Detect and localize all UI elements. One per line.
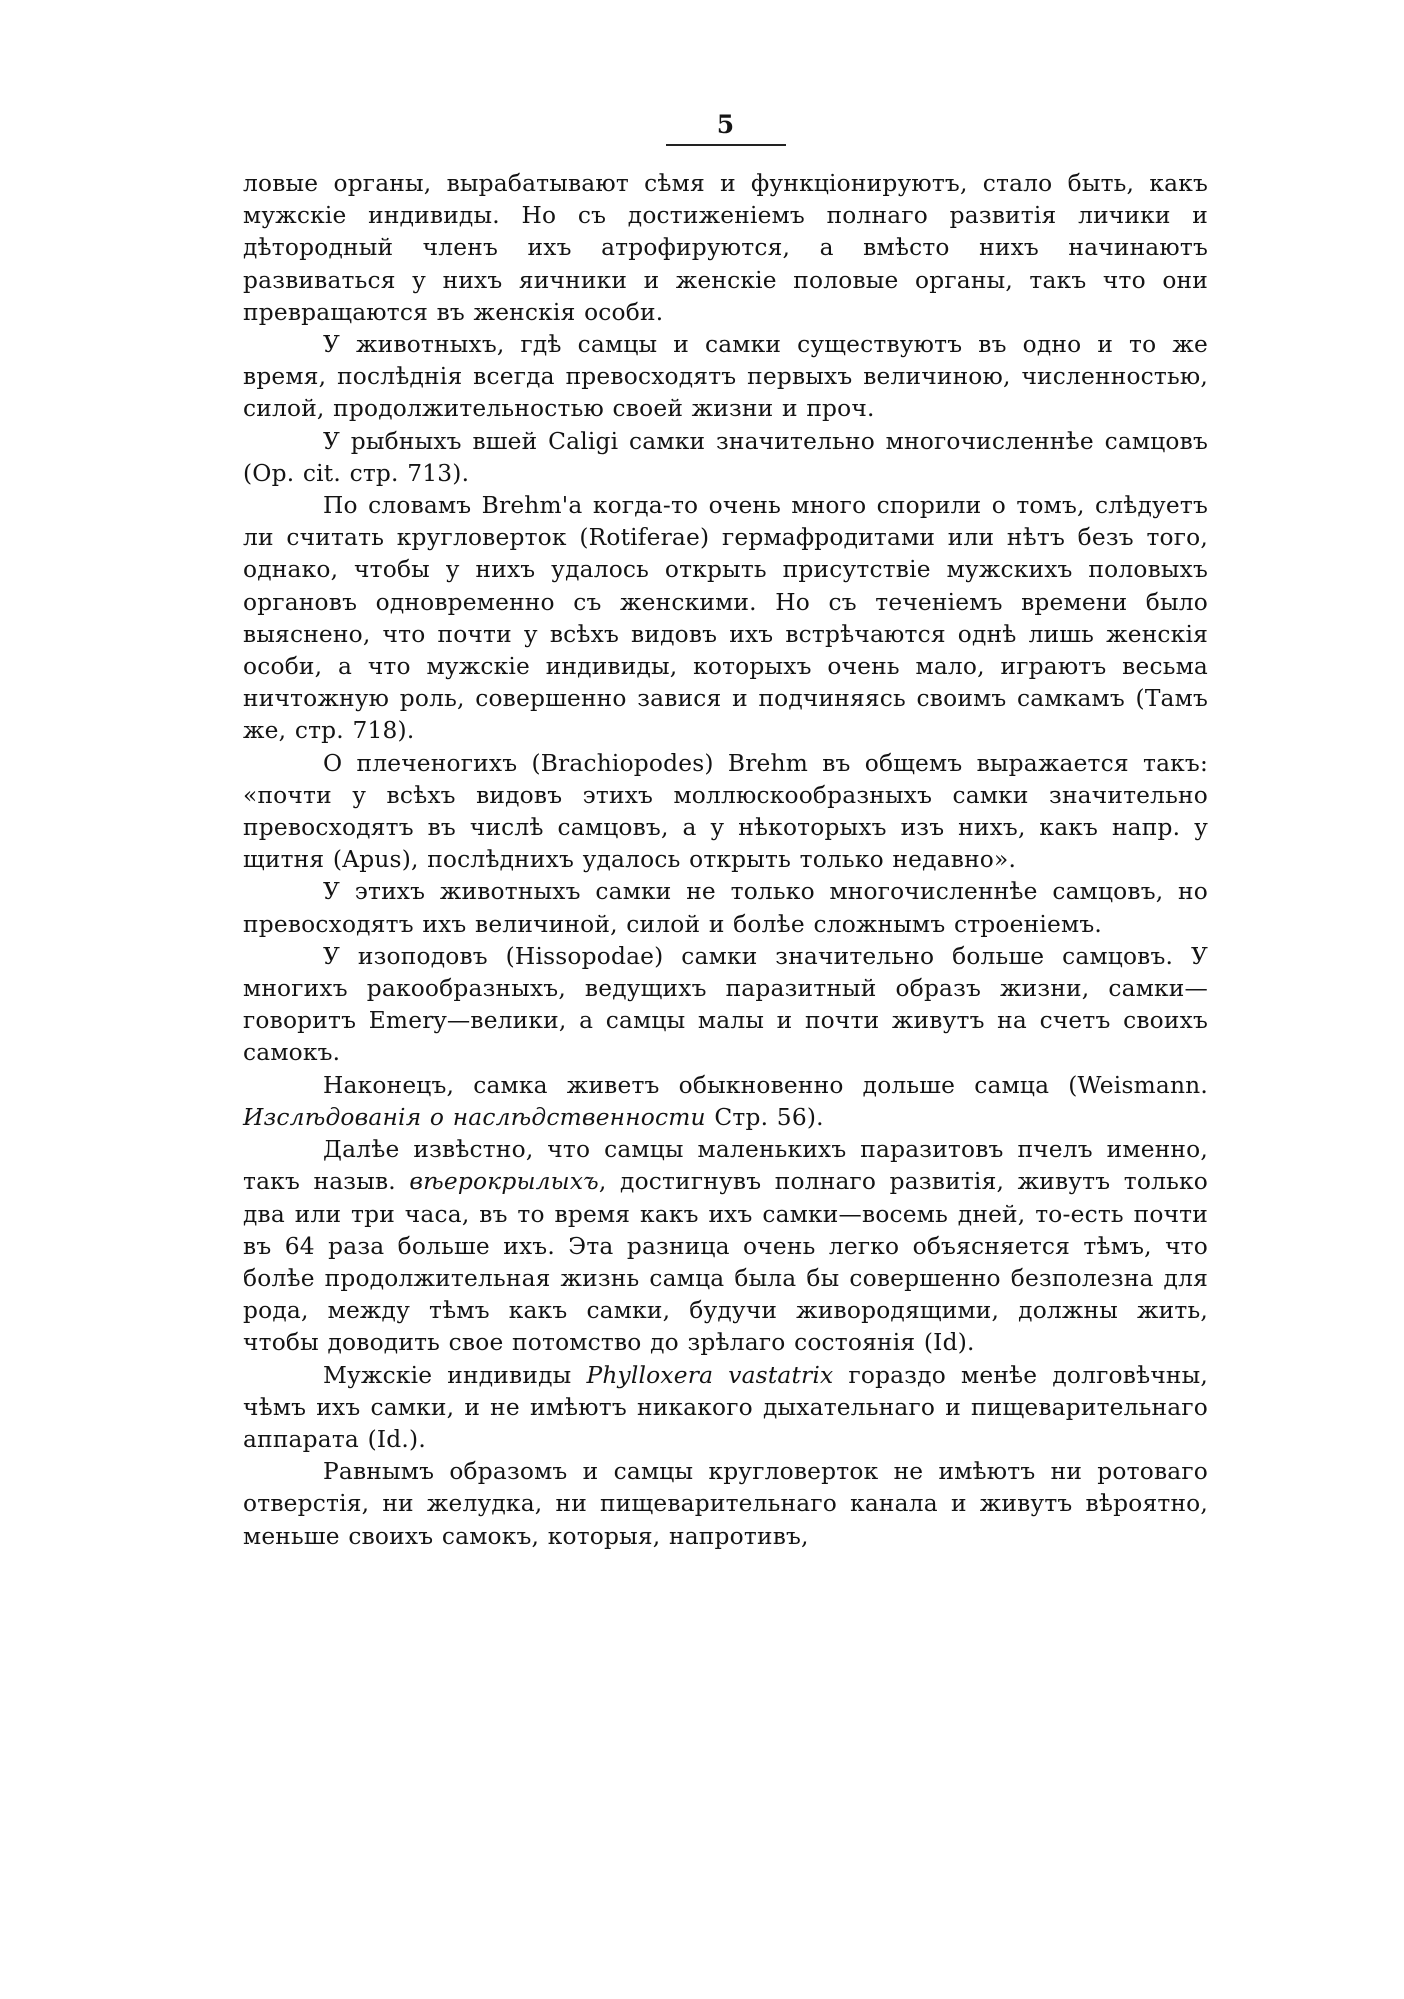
italic-species-name: Phylloxera vastatrix bbox=[586, 1361, 834, 1389]
paragraph: У этихъ животныхъ самки не только многочисленнѣе самцовъ, но превосходятъ ихъ величиной, силой и болѣе сложнымъ строеніемъ. bbox=[243, 878, 1208, 938]
paragraph: ловые органы, вырабатывают сѣмя и функціонируютъ, стало быть, какъ мужскіе индивиды. Но съ достиженіемъ полнаго развитія личики и дѣторoдный членъ ихъ атрофируются, а вмѣсто нихъ начинаютъ развиваться у нихъ яичники и женскіе половые органы, такъ что они превращаются въ женскія особи. bbox=[243, 170, 1208, 326]
paragraph: У изоподовъ (Hissopodae) самки значительно больше самцовъ. У многихъ ракообразныхъ, ведущихъ паразитный образъ жизни, самки—говоритъ Emery—велики, а самцы малы и почти живутъ на счетъ своихъ самокъ. bbox=[243, 942, 1208, 1067]
page-number: 5 bbox=[716, 110, 735, 139]
paragraph-text: , достигнувъ полнаго развитія, живутъ только два или три часа, въ то время какъ ихъ самки—восемь дней, то-есть почти въ 64 раза больше ихъ. Эта разница очень легко объясняется тѣмъ, что болѣе продолжительная жизнь самца была бы совершенно безполезна для рода, между тѣмъ какъ самки, будучи живородящими, должны жить, чтобы доводить свое потомство до зрѣлаго состоянія (Id). bbox=[243, 1168, 1208, 1357]
paragraph-text: гораздо менѣе долговѣчны, чѣмъ ихъ самки, и не имѣютъ никакого дыхательнаго и пищеварительнаго аппарата (Id.). bbox=[243, 1361, 1208, 1453]
paragraph-text: Наконецъ, самка живетъ обыкновенно дольше самца (Weismann. bbox=[323, 1071, 1208, 1099]
paragraph: У рыбныхъ вшей Caligi самки значительно многочисленнѣе самцовъ (Op. cit. стр. 713). bbox=[243, 427, 1208, 487]
paragraph bbox=[243, 1360, 1208, 1457]
page-number-rule bbox=[666, 144, 786, 146]
italic-title: Изслѣдованія о наслѣдственности bbox=[243, 1103, 706, 1131]
page-body bbox=[243, 168, 1208, 1553]
paragraph bbox=[243, 1134, 1208, 1359]
paragraph bbox=[243, 1070, 1208, 1134]
paragraph-text: Стр. 56). bbox=[705, 1103, 824, 1131]
italic-term: вѣерокрылыхъ bbox=[409, 1168, 599, 1196]
paragraph: У животныхъ, гдѣ самцы и самки существуютъ въ одно и то же время, послѣднія всегда превосходятъ первыхъ величиною, численностью, силой, продолжительностью своей жизни и проч. bbox=[243, 331, 1208, 423]
paragraph: О плеченогихъ (Brachiopodes) Brehm въ общемъ выражается такъ: «почти у всѣхъ видовъ этихъ моллюскообразныхъ самки значительно превосходятъ въ числѣ самцовъ, а у нѣкоторыхъ изъ нихъ, какъ напр. у щитня (Apus), послѣднихъ удалось открыть только недавно». bbox=[243, 749, 1208, 874]
book-page bbox=[243, 110, 1208, 1553]
paragraph: Равнымъ образомъ и самцы кругловерток не имѣютъ ни ротоваго отверстія, ни желудка, ни пищеварительнаго канала и живутъ вѣроятно, меньше своихъ самокъ, которыя, напротивъ, bbox=[243, 1458, 1208, 1550]
paragraph-text: Мужскіе индивиды bbox=[323, 1361, 587, 1389]
paragraph-text: Далѣе извѣстно, что самцы маленькихъ паразитовъ пчелъ именно, такъ назыв. bbox=[243, 1136, 1208, 1196]
paragraph: По словамъ Brehm'а когда-то очень много спорили о томъ, слѣдуетъ ли считать кругловерток (Rotiferae) гермафродитами или нѣтъ безъ того, однако, чтобы у нихъ удалось открыть присутствіе мужскихъ половыхъ органовъ одновременно съ женскими. Но съ теченіемъ времени было выяснено, что почти у всѣхъ видовъ ихъ встрѣчаются однѣ лишь женскія особи, а что мужскіе индивиды, которыхъ очень мало, играютъ весьма ничтожную роль, совершенно завися и подчиняясь своимъ самкамъ (Тамъ же, стр. 718). bbox=[243, 492, 1208, 745]
